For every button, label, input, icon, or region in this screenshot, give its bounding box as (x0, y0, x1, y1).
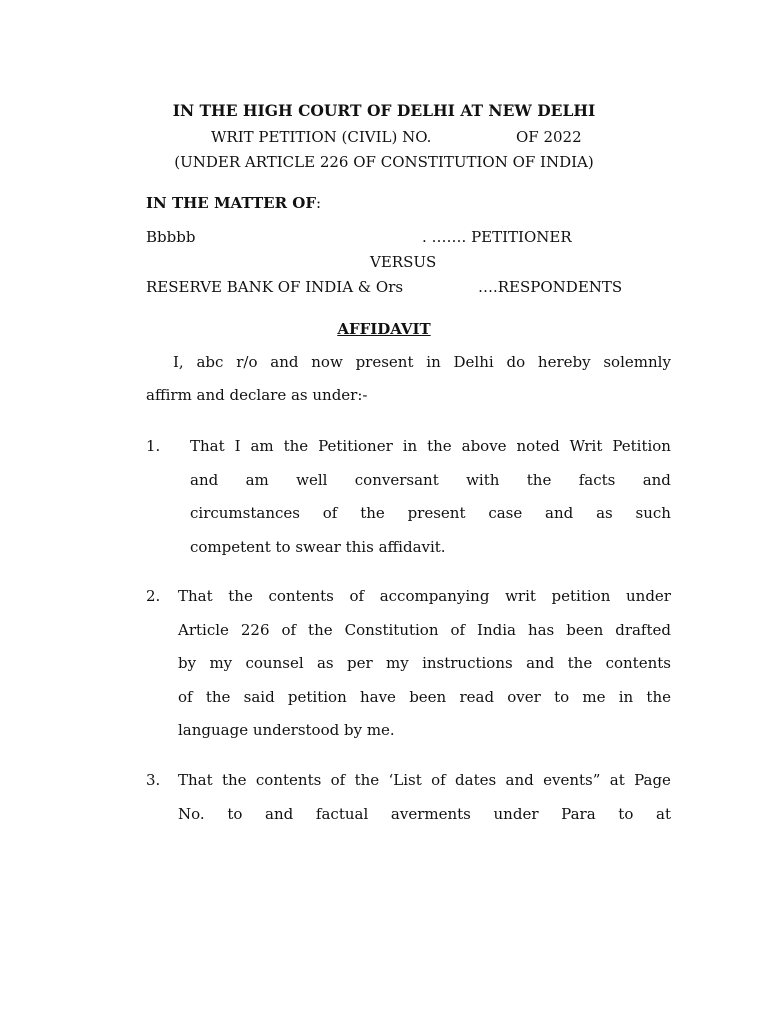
word: of (322, 504, 338, 522)
intro-line-1 (173, 353, 671, 371)
respondent-role: ….RESPONDENTS (478, 278, 623, 296)
petitioner-name: Bbbbb (146, 228, 196, 246)
word: circumstances (190, 504, 300, 522)
word: r/o (236, 353, 258, 371)
word: Petition (612, 437, 671, 455)
word: hereby (537, 353, 591, 371)
para-2-last-line: language understood by me. (178, 721, 395, 739)
word: Para (561, 805, 596, 823)
word: accompanying (379, 587, 490, 605)
word: am (250, 437, 274, 455)
word: Delhi (453, 353, 494, 371)
word: instructions (422, 654, 513, 672)
word: contents (255, 771, 322, 789)
word: as (596, 504, 613, 522)
word: drafted (615, 621, 671, 639)
word: been (409, 688, 447, 706)
word: do (506, 353, 526, 371)
word: averments (390, 805, 471, 823)
word: with (466, 471, 500, 489)
word: That (178, 587, 213, 605)
word: the (567, 654, 593, 672)
intro-line-2: affirm and declare as under:- (146, 386, 368, 404)
word: the (283, 437, 309, 455)
word: to (618, 805, 634, 823)
para-2-line-1 (178, 587, 671, 605)
word: to (227, 805, 243, 823)
word: That (190, 437, 225, 455)
article-subheading: (UNDER ARTICLE 226 OF CONSTITUTION OF INDIA) (174, 153, 594, 171)
word: the (354, 771, 380, 789)
word: contents (605, 654, 671, 672)
word: and (545, 504, 574, 522)
word: read (459, 688, 495, 706)
word: been (566, 621, 604, 639)
word: and (265, 805, 294, 823)
word: 226 (240, 621, 270, 639)
matter-colon: : (316, 194, 322, 212)
versus-label: VERSUS (370, 253, 437, 271)
word: of (281, 621, 297, 639)
court-heading: IN THE HIGH COURT OF DELHI AT NEW DELHI (172, 101, 596, 120)
word: abc (196, 353, 224, 371)
para-3-line-2 (178, 805, 671, 823)
word: such (635, 504, 671, 522)
matter-label-line (146, 194, 321, 212)
word: the (308, 621, 333, 639)
word: of (349, 587, 365, 605)
word: petition (551, 587, 611, 605)
word: and (642, 471, 671, 489)
word: petition (287, 688, 347, 706)
word: am (245, 471, 269, 489)
para-2-line-4 (178, 688, 671, 706)
word: case (488, 504, 523, 522)
word: ‘List (388, 771, 422, 789)
word: Article (178, 621, 229, 639)
word: now (311, 353, 343, 371)
word: me (582, 688, 606, 706)
para-2-line-2 (178, 621, 671, 639)
word: the (360, 504, 385, 522)
word: India (477, 621, 516, 639)
petitioner-role: . ……. PETITIONER (422, 228, 572, 246)
word: in (618, 688, 634, 706)
para-number: 1. (146, 437, 161, 455)
word: and (526, 654, 555, 672)
word: events” (543, 771, 601, 789)
word: dates (455, 771, 497, 789)
word: and (270, 353, 299, 371)
para-number: 3. (146, 771, 161, 789)
word: the (221, 771, 247, 789)
word: by (178, 654, 197, 672)
para-1-line-3 (190, 504, 671, 522)
word: noted (516, 437, 560, 455)
word: my (386, 654, 409, 672)
word: Constitution (344, 621, 439, 639)
word: of (178, 688, 193, 706)
word: I, (173, 353, 184, 371)
word: Writ (569, 437, 603, 455)
para-1-last-line: competent to swear this affidavit. (190, 538, 446, 556)
para-3-line-1 (178, 771, 671, 789)
petition-number-label: WRIT PETITION (CIVIL) NO. (211, 128, 432, 146)
word: No. (178, 805, 205, 823)
word: of (330, 771, 346, 789)
para-1-line-1 (190, 437, 671, 455)
matter-label: IN THE MATTER OF (146, 194, 316, 212)
word: the (228, 587, 253, 605)
word: Petitioner (318, 437, 393, 455)
word: over (507, 688, 541, 706)
word: solemnly (603, 353, 671, 371)
word: my (209, 654, 233, 672)
word: and (505, 771, 534, 789)
word: at (609, 771, 625, 789)
word: said (243, 688, 275, 706)
word: have (359, 688, 396, 706)
word: under (626, 587, 671, 605)
word: counsel (245, 654, 304, 672)
word: of (431, 771, 446, 789)
word: writ (505, 587, 536, 605)
para-2-line-3 (178, 654, 671, 672)
word: at (656, 805, 671, 823)
affidavit-title: AFFIDAVIT (337, 320, 431, 338)
word: That (178, 771, 213, 789)
para-1-line-2 (190, 471, 671, 489)
word: I (234, 437, 241, 455)
word: the (205, 688, 231, 706)
word: Page (634, 771, 671, 789)
word: present (355, 353, 414, 371)
petition-year: OF 2022 (516, 128, 582, 146)
word: facts (578, 471, 616, 489)
respondent-name: RESERVE BANK OF INDIA & Ors (146, 278, 404, 296)
word: of (450, 621, 466, 639)
word: in (402, 437, 418, 455)
para-number: 2. (146, 587, 161, 605)
word: contents (268, 587, 334, 605)
word: above (461, 437, 507, 455)
word: present (407, 504, 466, 522)
word: to (554, 688, 570, 706)
word: the (646, 688, 671, 706)
word: the (427, 437, 452, 455)
word: as (316, 654, 334, 672)
word: has (527, 621, 555, 639)
word: per (346, 654, 373, 672)
word: well (296, 471, 328, 489)
word: conversant (354, 471, 439, 489)
word: the (526, 471, 552, 489)
word: factual (315, 805, 369, 823)
word: under (493, 805, 539, 823)
word: and (190, 471, 219, 489)
word: in (426, 353, 441, 371)
